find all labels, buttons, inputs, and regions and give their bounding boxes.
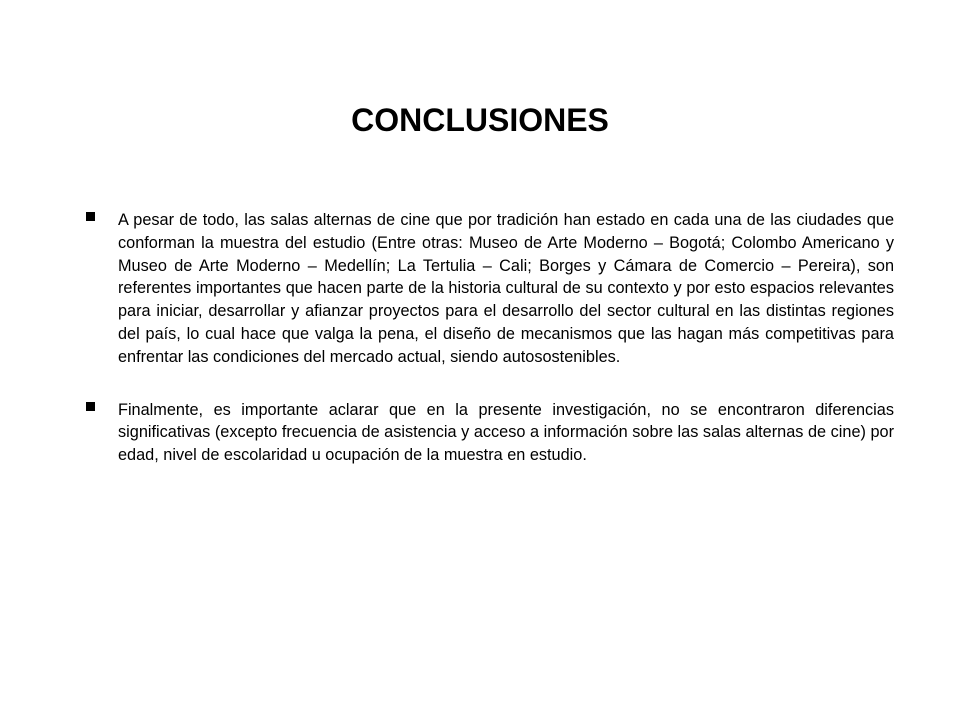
bullet-item	[84, 399, 894, 467]
bullet-text: A pesar de todo, las salas alternas de cine que por tradición han estado en cada una de las ciudades que conforman la muestra del estudio (Entre otras: Museo de Arte Moderno – Bogotá; Colombo Americano y Museo de Arte Moderno – Medellín; La Tertulia – Cali; Borges y Cámara de Comercio – Pereira), son referentes importantes que hacen parte de la historia cultural de su contexto y por esto espacios relevantes para iniciar, desarrollar y afianzar proyectos para el desarrollo del sector cultural en las distintas regiones del país, lo cual hace que valga la pena, el diseño de mecanismos que las hagan más competitivas para enfrentar las condiciones del mercado actual, siendo autosostenibles.	[118, 211, 894, 366]
bullet-text: Finalmente, es importante aclarar que en la presente investigación, no se encontraron diferencias significativas (excepto frecuencia de asistencia y acceso a información sobre las salas alternas de cine) por edad, nivel de escolaridad u ocupación de la muestra en estudio.	[118, 400, 894, 465]
bullet-list	[84, 209, 894, 497]
square-bullet-icon	[86, 402, 95, 411]
slide-title: CONCLUSIONES	[351, 102, 609, 138]
bullet-item	[84, 209, 894, 369]
square-bullet-icon	[86, 212, 95, 221]
